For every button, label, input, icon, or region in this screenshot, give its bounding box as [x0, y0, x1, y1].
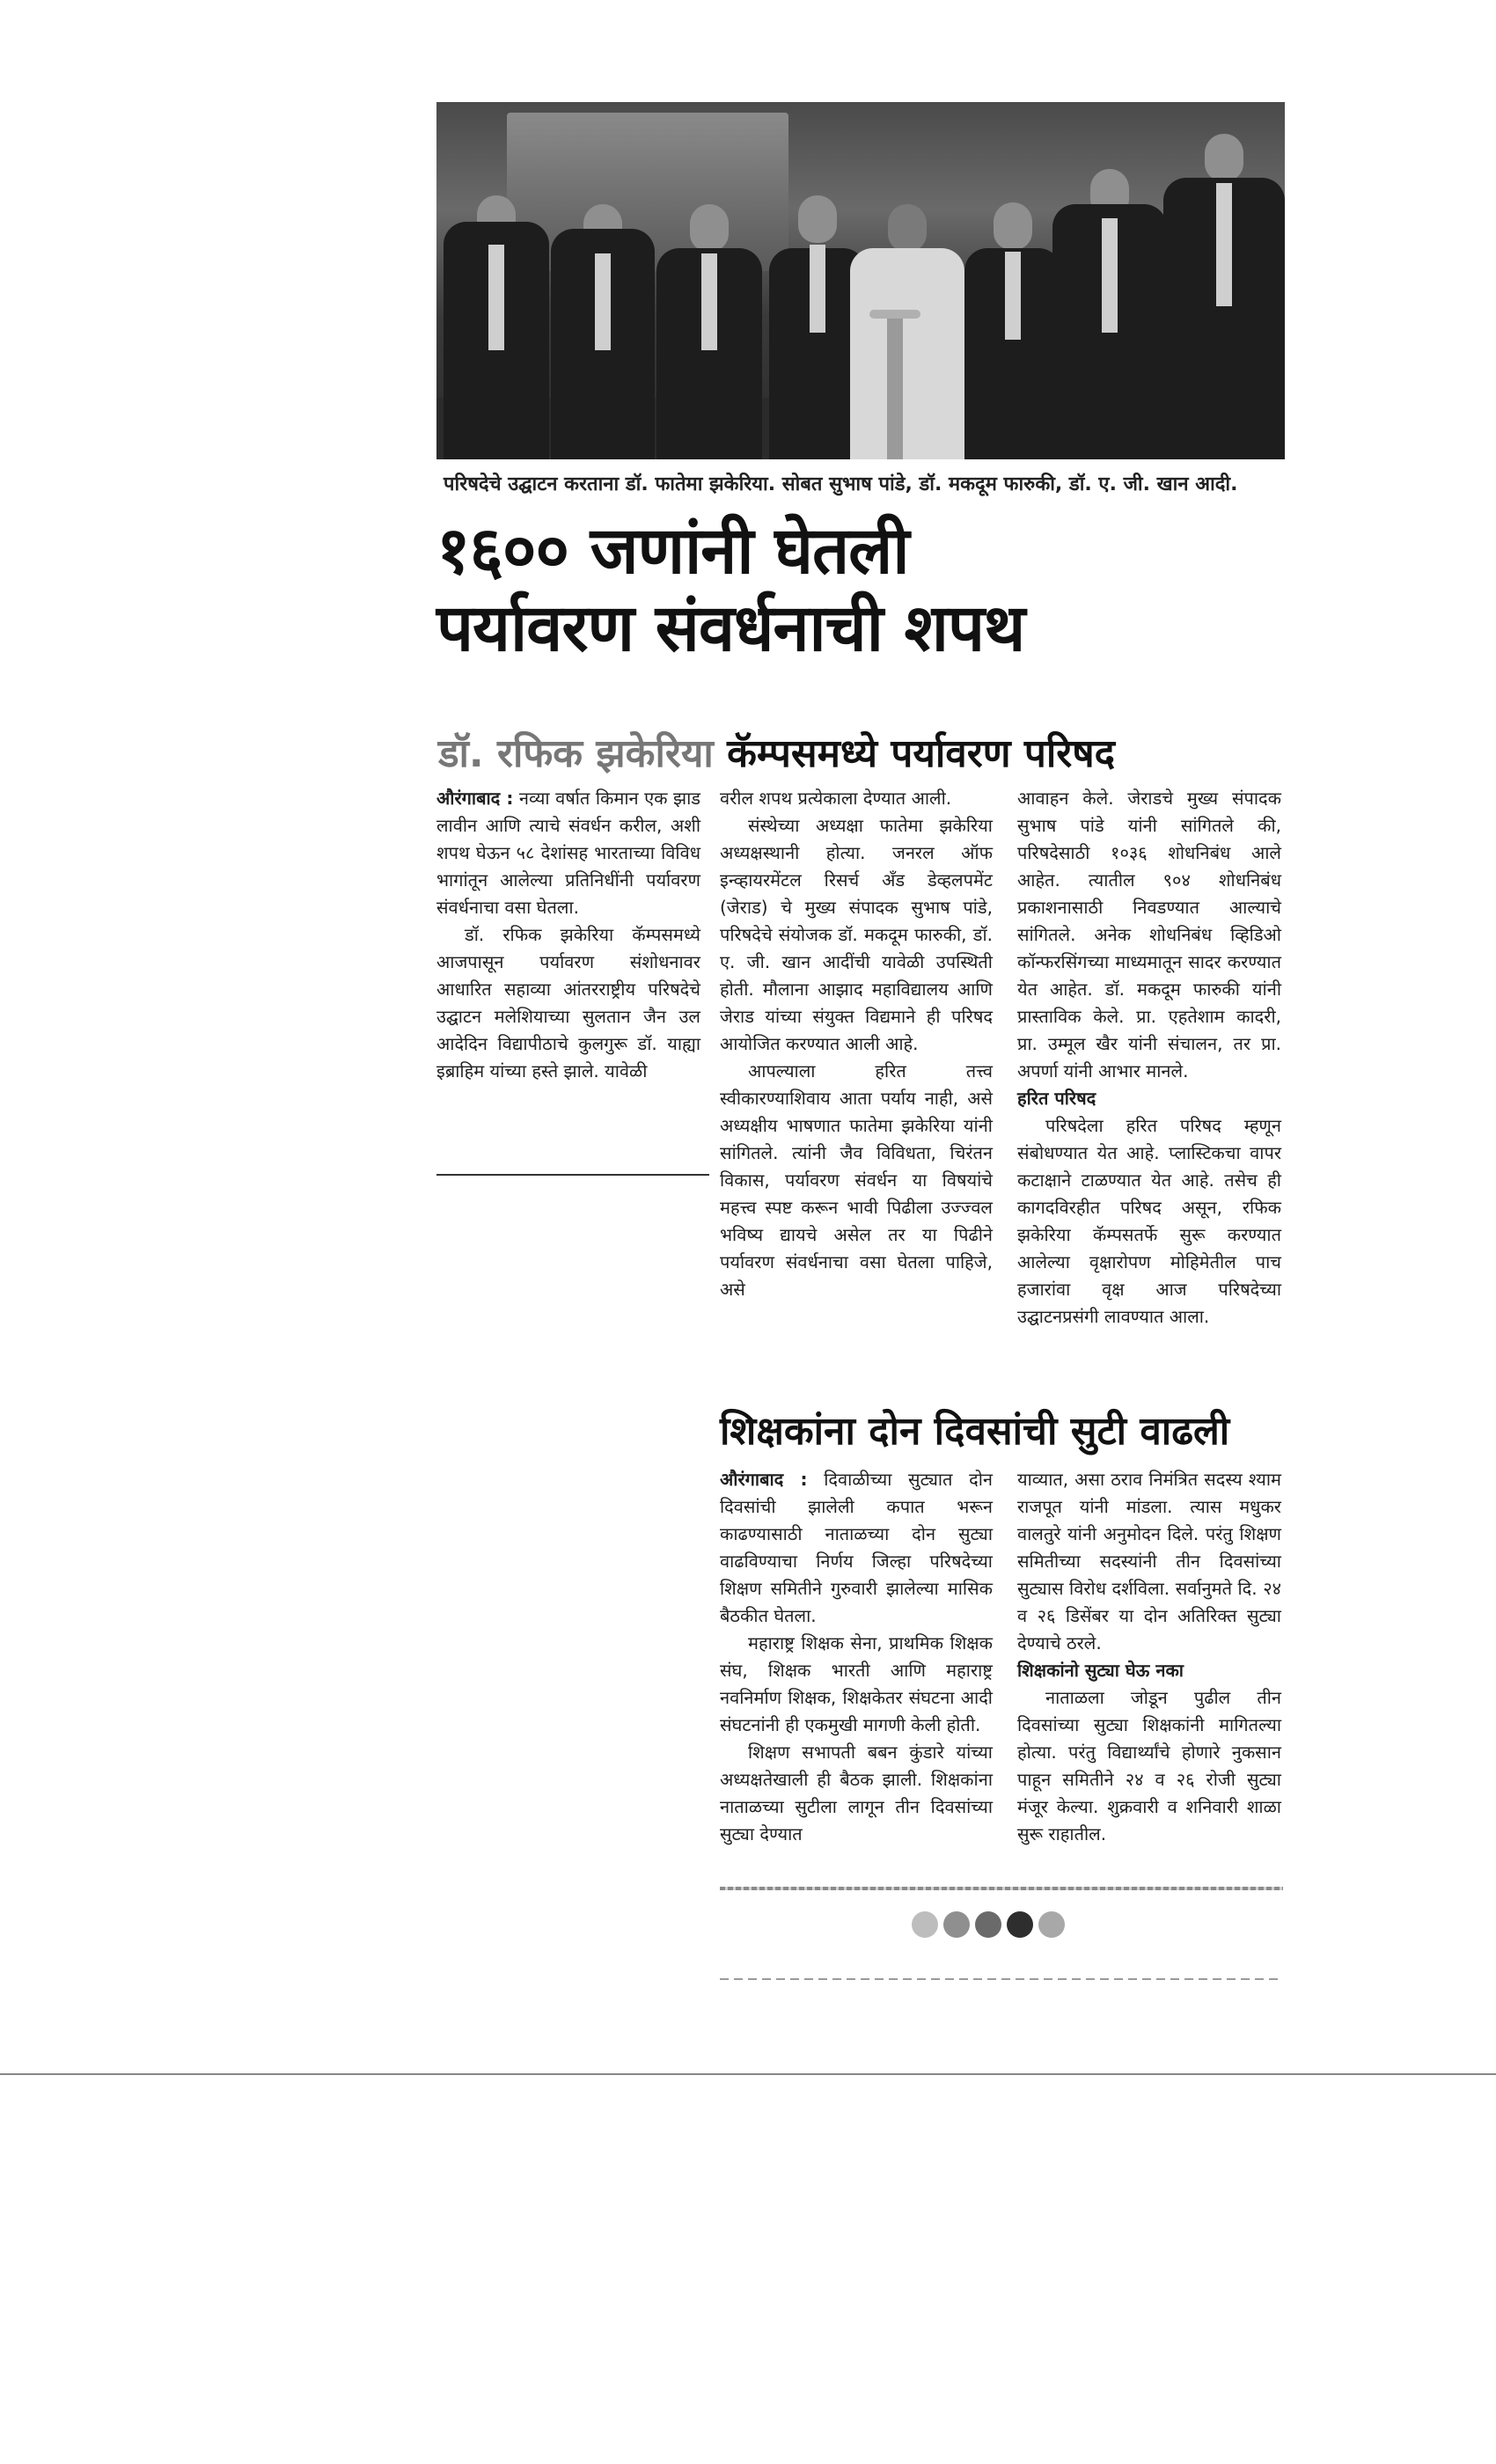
decorative-dots [912, 1911, 1065, 1941]
event-photo [436, 102, 1285, 459]
paragraph: याव्यात, असा ठराव निमंत्रित सदस्य श्याम राजपूत यांनी मांडला. त्यास मधुकर वालतुरे यांनी अनुमोदन दिले. परंतु शिक्षण समितीच्या सदस्यांनी तीन दिवसांच्या सुट्यास विरोध दर्शविला. सर्वानुमते दि. २४ व २६ डिसेंबर या दोन अतिरिक्त सुट्या देण्याचे ठरले. [1017, 1469, 1281, 1654]
headline-line-1: १६०० जणांनी घेतली [436, 513, 909, 589]
paragraph: नाताळला जोडून पुढील तीन दिवसांच्या सुट्या शिक्षकांनी मागितल्या होत्या. परंतु विद्यार्थ्यांचे होणारे नुकसान पाहून समितीने २४ व २६ रोजी सुट्या मंजूर केल्या. शुक्रवारी व शनिवारी शाळा सुरू राहातील. [1017, 1687, 1281, 1844]
section-subheading: शिक्षकांनो सुट्या घेऊ नका [1017, 1660, 1184, 1681]
paragraph: औरंगाबाद : दिवाळीच्या सुट्यात दोन दिवसांची झालेली कपात भरून काढण्यासाठी नाताळच्या दोन सुट्या वाढविण्याचा निर्णय जिल्हा परिषदेच्या शिक्षण समितीने गुरुवारी झालेल्या मासिक बैठकीत घेतला. [720, 1469, 993, 1626]
subheadline-rest: कॅम्पसमध्ये पर्यावरण परिषद [727, 731, 1116, 776]
decorative-dot [975, 1911, 1001, 1938]
paragraph: शिक्षण सभापती बबन कुंडारे यांच्या अध्यक्षतेखाली ही बैठक झाली. शिक्षकांना नाताळच्या सुटीला लागून तीन दिवसांच्या सुट्या देण्यात [720, 1742, 993, 1844]
story1-column-1 [436, 785, 700, 1085]
story2-column-1 [720, 1466, 993, 1848]
photo-person [1052, 151, 1167, 459]
story2-column-2 [1017, 1466, 1281, 1848]
paragraph: महाराष्ट्र शिक्षक सेना, प्राथमिक शिक्षक संघ, शिक्षक भारती आणि महाराष्ट्र नवनिर्माण शिक्षक, शिक्षकेतर संघटना आदी संघटनांनी ही एकमुखी मागणी केली होती. [720, 1632, 993, 1735]
photo-person [850, 204, 964, 459]
photo-caption: परिषदेचे उद्घाटन करताना डॉ. फातेमा झकेरिया. सोबत सुभाष पांडे, डॉ. मकदूम फारुकी, डॉ. ए. जी. खान आदी. [444, 473, 1238, 495]
scan-page-edge [0, 2073, 1496, 2075]
photo-person [656, 195, 762, 459]
story-end-rule [720, 1887, 1283, 1890]
headline-line-2: पर्यावरण संवर्धनाची शपथ [436, 590, 1025, 666]
dateline: औरंगाबाद : [720, 1469, 808, 1490]
decorative-dot [943, 1911, 970, 1938]
subheadline-campus: डॉ. रफिक झकेरिया [438, 731, 714, 776]
photo-person [1163, 125, 1285, 459]
paragraph: डॉ. रफिक झकेरिया कॅम्पसमध्ये आजपासून पर्यावरण संशोधनावर आधारित सहाव्या आंतरराष्ट्रीय परिषदेचे उद्घाटन मलेशियाच्या सुलतान जैन उल आदेदिन विद्यापीठाचे कुलगुरू डॉ. याह्या इब्राहिम यांच्या हस्ते झाले. यावेळी [436, 924, 700, 1082]
dateline: औरंगाबाद : [436, 788, 514, 809]
story1-column-3 [1017, 785, 1281, 1331]
paragraph: आवाहन केले. जेराडचे मुख्य संपादक सुभाष पांडे यांनी सांगितले की, परिषदेसाठी १०३६ शोधनिबंध आले आहेत. त्यातील ९०४ शोधनिबंध प्रकाशनासाठी निवडण्यात आल्याचे सांगितले. अनेक शोधनिबंध व्हिडिओ कॉन्फरसिंगच्या माध्यमातून सादर करण्यात येत आहेत. डॉ. मकदूम फारुकी यांनी प्रास्ताविक केले. प्रा. एहतेशाम कादरी, प्रा. उम्मूल खैर यांनी संचालन, तर प्रा. अपर्णा यांनी आभार मानले. [1017, 788, 1281, 1082]
oil-lamp [887, 310, 903, 459]
subheadline [438, 725, 1283, 778]
dashed-rule [720, 1978, 1283, 1980]
story1-column-2 [720, 785, 993, 1303]
headline [436, 512, 1285, 667]
column-rule [436, 1174, 709, 1176]
photo-person [551, 169, 655, 459]
decorative-dot [1038, 1911, 1065, 1938]
section-subheading: हरित परिषद [1017, 1088, 1096, 1109]
photo-person [964, 195, 1061, 459]
story2-headline: शिक्षकांना दोन दिवसांची सुटी वाढली [720, 1409, 1230, 1454]
decorative-dot [1007, 1911, 1033, 1938]
paragraph: परिषदेला हरित परिषद म्हणून संबोधण्यात येत आहे. प्लास्टिकचा वापर कटाक्षाने टाळण्यात येत आहे. तसेच ही कागदविरहीत परिषद असून, रफिक झकेरिया कॅम्पसतर्फे सुरू करण्यात आलेल्या वृक्षारोपण मोहिमेतील पाच हजारांवा वृक्ष आज परिषदेच्या उद्घाटनप्रसंगी लावण्यात आला. [1017, 1115, 1281, 1327]
paragraph: वरील शपथ प्रत्येकाला देण्यात आली. [720, 788, 952, 809]
paragraph: संस्थेच्या अध्यक्षा फातेमा झकेरिया अध्यक्षस्थानी होत्या. जनरल ऑफ इन्व्हायरमेंटल रिसर्च अँड डेव्हलपमेंट (जेराड) चे मुख्य संपादक सुभाष पांडे, परिषदेचे संयोजक डॉ. मकदूम फारुकी, डॉ. ए. जी. खान आदींची यावेळी उपस्थिती होती. मौलाना आझाद महाविद्यालय आणि जेराड यांच्या संयुक्त विद्यमाने ही परिषद आयोजित करण्यात आली आहे. [720, 815, 993, 1054]
paragraph: आपल्याला हरित तत्त्व स्वीकारण्याशिवाय आता पर्याय नाही, असे अध्यक्षीय भाषणात फातेमा झकेरिया यांनी सांगितले. त्यांनी जैव विविधता, चिरंतन विकास, पर्यावरण संवर्धन या विषयांचे महत्त्व स्पष्ट करून भावी पिढीला उज्ज्वल भविष्य द्यायचे असेल तर या पिढीने पर्यावरण संवर्धनाचा वसा घेतला पाहिजे, असे [720, 1060, 993, 1300]
photo-person [444, 169, 549, 459]
decorative-dot [912, 1911, 938, 1938]
paragraph: औरंगाबाद : नव्या वर्षात किमान एक झाड लावीन आणि त्याचे संवर्धन करील, अशी शपथ घेऊन ५८ देशांसह भारताच्या विविध भागांतून आलेल्या प्रतिनिधींनी पर्यावरण संवर्धनाचा वसा घेतला. [436, 788, 700, 918]
